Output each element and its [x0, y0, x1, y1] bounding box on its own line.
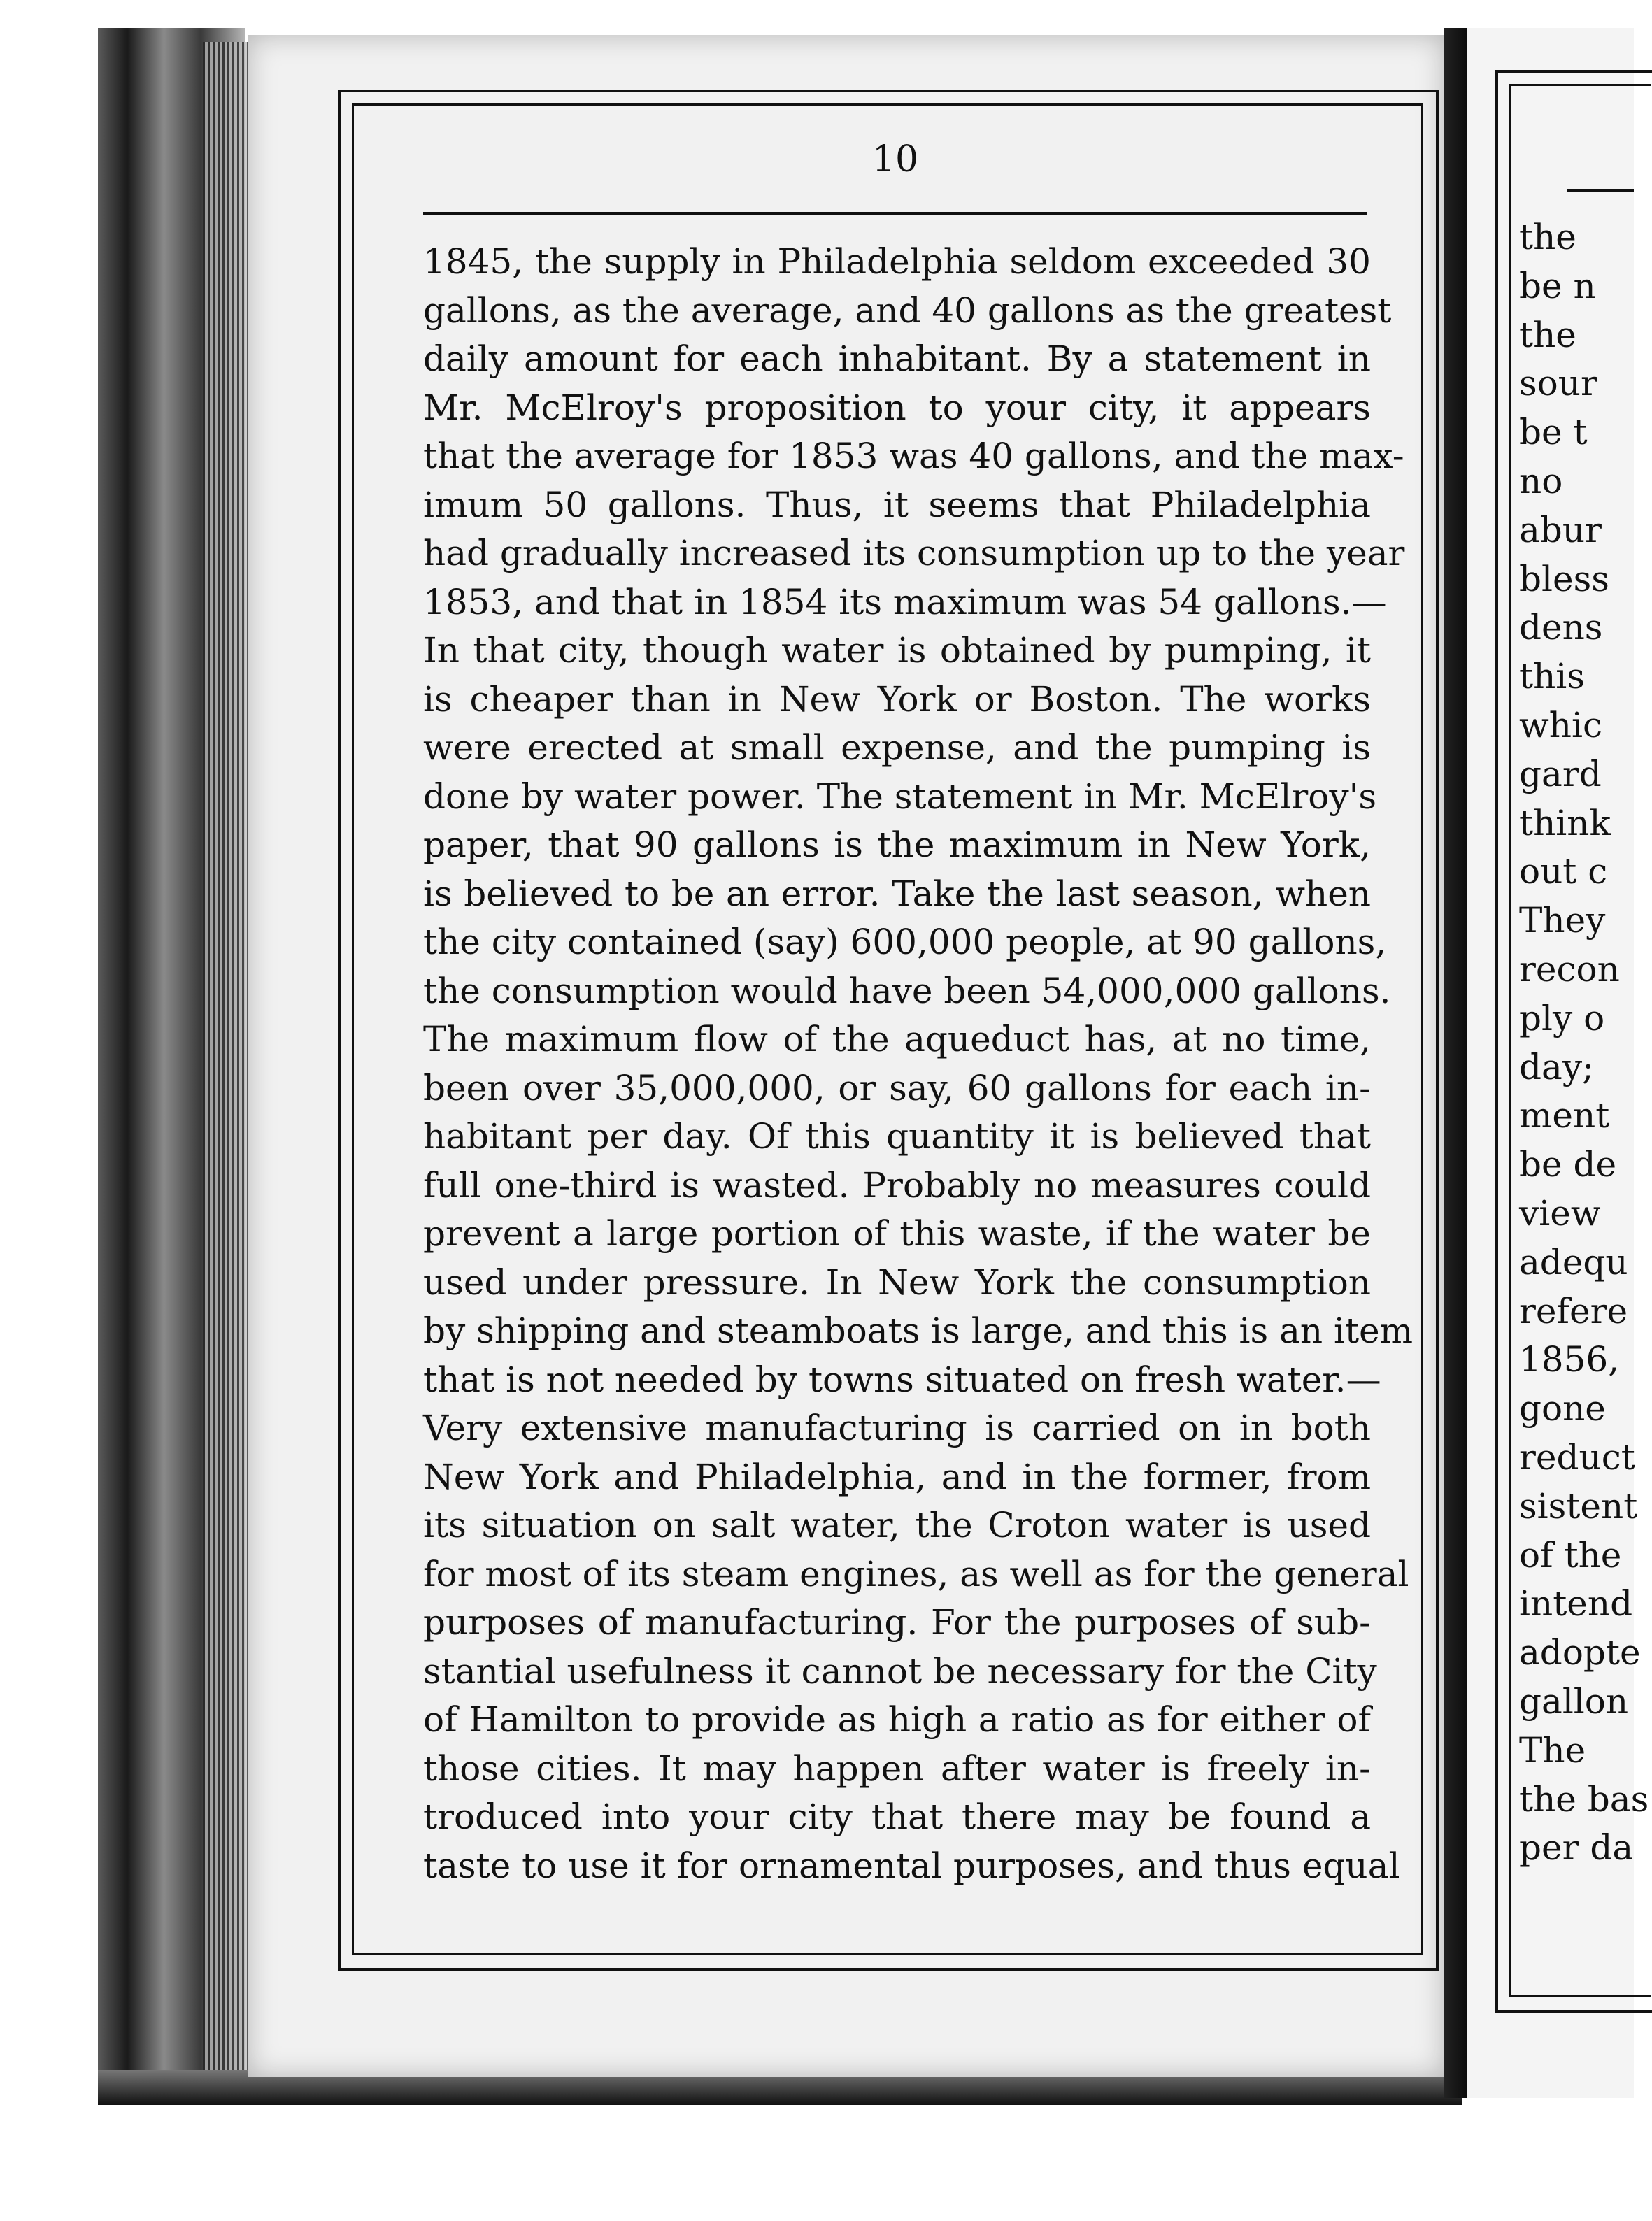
text-line: 1853, and that in 1854 its maximum was 54 gallons.—: [423, 581, 1387, 622]
text-line: of Hamilton to provide as high a ratio as for either of: [423, 1699, 1371, 1740]
text-line: is believed to be an error. Take the last season, when: [423, 873, 1371, 914]
text-line: Mr. McElroy's proposition to your city, it appears: [423, 387, 1371, 428]
text-line: that the average for 1853 was 40 gallons, and the max-: [423, 436, 1404, 476]
text-line: habitant per day. Of this quantity it is believed that: [423, 1116, 1371, 1157]
adjacent-text-line: abur: [1519, 509, 1602, 550]
text-line: purposes of manufacturing. For the purposes of sub-: [423, 1602, 1371, 1643]
adjacent-text-line: ment: [1519, 1095, 1610, 1136]
text-line: New York and Philadelphia, and in the former, from: [423, 1456, 1371, 1497]
adjacent-text-line: reduct: [1519, 1436, 1635, 1478]
adjacent-text-line: recon: [1519, 948, 1620, 990]
text-line: that is not needed by towns situated on fresh water.—: [423, 1359, 1381, 1400]
adjacent-text-line: They: [1519, 900, 1606, 941]
header-rule: [423, 212, 1367, 215]
adjacent-text-line: view: [1519, 1192, 1601, 1234]
adjacent-text-line: dens: [1519, 607, 1603, 648]
text-line: taste to use it for ornamental purposes, and thus equal: [423, 1845, 1400, 1886]
adjacent-text-line: be t: [1519, 412, 1588, 453]
adjacent-text-line: gard: [1519, 753, 1602, 794]
adjacent-text-line: adopte: [1519, 1632, 1641, 1673]
adjacent-header-rule: [1567, 189, 1634, 192]
text-line: been over 35,000,000, or say, 60 gallons for each in-: [423, 1067, 1371, 1108]
adjacent-text-line: this: [1519, 656, 1585, 697]
text-line: In that city, though water is obtained by pumping, it: [423, 630, 1371, 671]
text-line: those cities. It may happen after water is freely in-: [423, 1748, 1371, 1789]
text-line: paper, that 90 gallons is the maximum in New York,: [423, 824, 1371, 865]
text-line: prevent a large portion of this waste, if the water be: [423, 1213, 1371, 1254]
adjacent-text-line: be n: [1519, 265, 1596, 306]
body-text: [423, 238, 1414, 1890]
adjacent-text-line: the: [1519, 314, 1576, 355]
text-line: Very extensive manufacturing is carried on in both: [423, 1408, 1371, 1448]
adjacent-text-line: 1856,: [1519, 1339, 1620, 1380]
text-line: its situation on salt water, the Croton water is used: [423, 1505, 1371, 1545]
adjacent-text-line: of the: [1519, 1534, 1622, 1576]
adjacent-text-line: day;: [1519, 1046, 1594, 1087]
text-line: The maximum flow of the aqueduct has, at no time,: [423, 1019, 1371, 1059]
text-line: is cheaper than in New York or Boston. The works: [423, 678, 1371, 720]
page-number: 10: [871, 138, 919, 180]
adjacent-text-line: be de: [1519, 1144, 1617, 1185]
text-line: imum 50 gallons. Thus, it seems that Philadelphia: [423, 484, 1371, 525]
page-edges: [203, 42, 252, 2084]
text-line: troduced into your city that there may be found a: [423, 1797, 1371, 1837]
text-line: daily amount for each inhabitant. By a statement in: [423, 338, 1371, 379]
adjacent-text-line: gallon: [1519, 1680, 1629, 1722]
adjacent-text-line: think: [1519, 802, 1611, 843]
adjacent-text-line: bless: [1519, 558, 1609, 599]
text-line: the city contained (say) 600,000 people, at 90 gallons,: [423, 922, 1387, 962]
adjacent-text-line: the bas: [1519, 1778, 1649, 1820]
adjacent-text-line: the: [1519, 217, 1576, 257]
text-line: 1845, the supply in Philadelphia seldom exceeded 30: [423, 241, 1371, 282]
adjacent-text-line: intend: [1519, 1583, 1633, 1624]
adjacent-text-line: adequ: [1519, 1241, 1628, 1283]
text-line: for most of its steam engines, as well as for the general: [423, 1553, 1409, 1594]
text-line: used under pressure. In New York the consumption: [423, 1262, 1371, 1303]
text-line: by shipping and steamboats is large, and this is an item: [423, 1311, 1414, 1351]
adjacent-text-line: ply o: [1519, 997, 1605, 1038]
text-line: gallons, as the average, and 40 gallons as the greatest: [423, 290, 1392, 331]
text-line: full one-third is wasted. Probably no measures could: [423, 1164, 1371, 1206]
text-line: stantial usefulness it cannot be necessary for the City: [423, 1650, 1377, 1692]
scan-margin: [0, 2105, 1634, 2221]
adjacent-text-line: The: [1519, 1729, 1586, 1771]
adjacent-text-line: no: [1519, 460, 1563, 501]
adjacent-text-line: gone: [1519, 1388, 1606, 1429]
adjacent-text-line: per da: [1519, 1827, 1634, 1869]
text-line: the consumption would have been 54,000,000 gallons.: [423, 970, 1391, 1011]
text-line: done by water power. The statement in Mr. McElroy's: [423, 776, 1377, 817]
adjacent-text-line: sour: [1519, 363, 1597, 404]
adjacent-text-line: out c: [1519, 851, 1608, 892]
adjacent-text-line: whic: [1519, 704, 1602, 745]
text-line: were erected at small expense, and the pumping is: [423, 727, 1371, 768]
adjacent-text-line: refere: [1519, 1290, 1628, 1331]
adjacent-text-line: sistent: [1519, 1485, 1638, 1527]
adjacent-page-text: [1519, 213, 1649, 1873]
text-line: had gradually increased its consumption up to the year: [423, 533, 1405, 573]
